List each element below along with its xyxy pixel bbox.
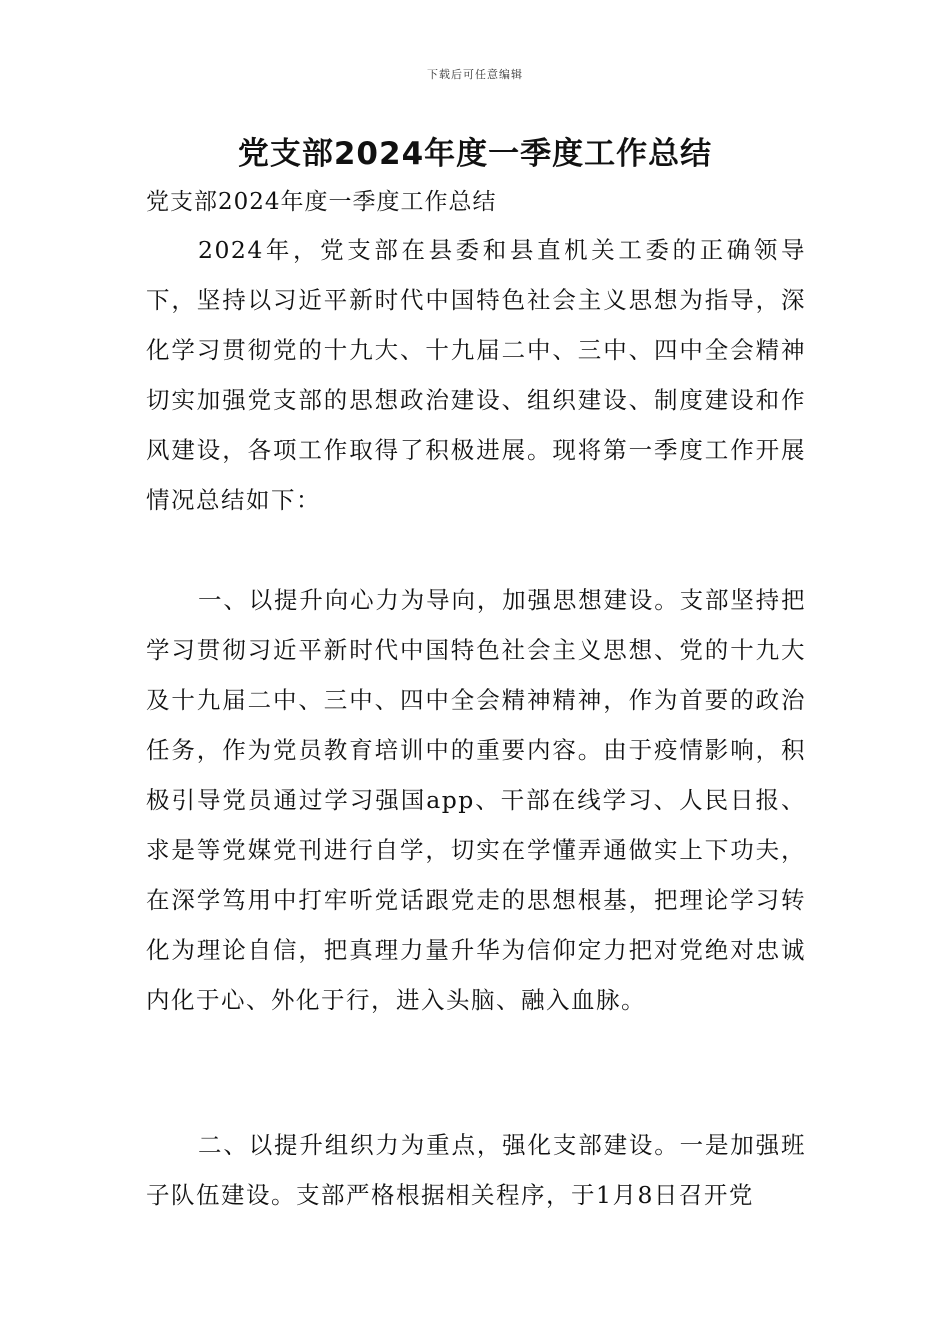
- document-subtitle: 党支部2024年度一季度工作总结: [146, 189, 497, 215]
- header-note: 下载后可任意编辑: [427, 68, 523, 81]
- document-title: 党支部2024年度一季度工作总结: [237, 136, 713, 172]
- paragraph-section-one: 一、以提升向心力为导向，加强思想建设。支部坚持把学习贯彻习近平新时代中国特色社会主义思想、党的十九大及十九届二中、三中、四中全会精神精神，作为首要的政治任务，作为党员教育培训中的重要内容。由于疫情影响，积极引导党员通过学习强国app、干部在线学习、人民日报、求是等党媒党刊进行自学，切实在学懂弄通做实上下功夫，在深学笃用中打牢听党话跟党走的思想根基，把理论学习转化为理论自信，把真理力量升华为信仰定力把对党绝对忠诚内化于心、外化于行，进入头脑、融入血脉。: [146, 586, 806, 1014]
- paragraph-section-two: 二、以提升组织力为重点，强化支部建设。一是加强班子队伍建设。支部严格根据相关程序，于1月8日召开党: [146, 1131, 806, 1209]
- paragraph-intro: 2024年，党支部在县委和县直机关工委的正确领导下，坚持以习近平新时代中国特色社会主义思想为指导，深化学习贯彻党的十九大、十九届二中、三中、四中全会精神切实加强党支部的思想政治建设、组织建设、制度建设和作风建设，各项工作取得了积极进展。现将第一季度工作开展情况总结如下：: [146, 236, 806, 514]
